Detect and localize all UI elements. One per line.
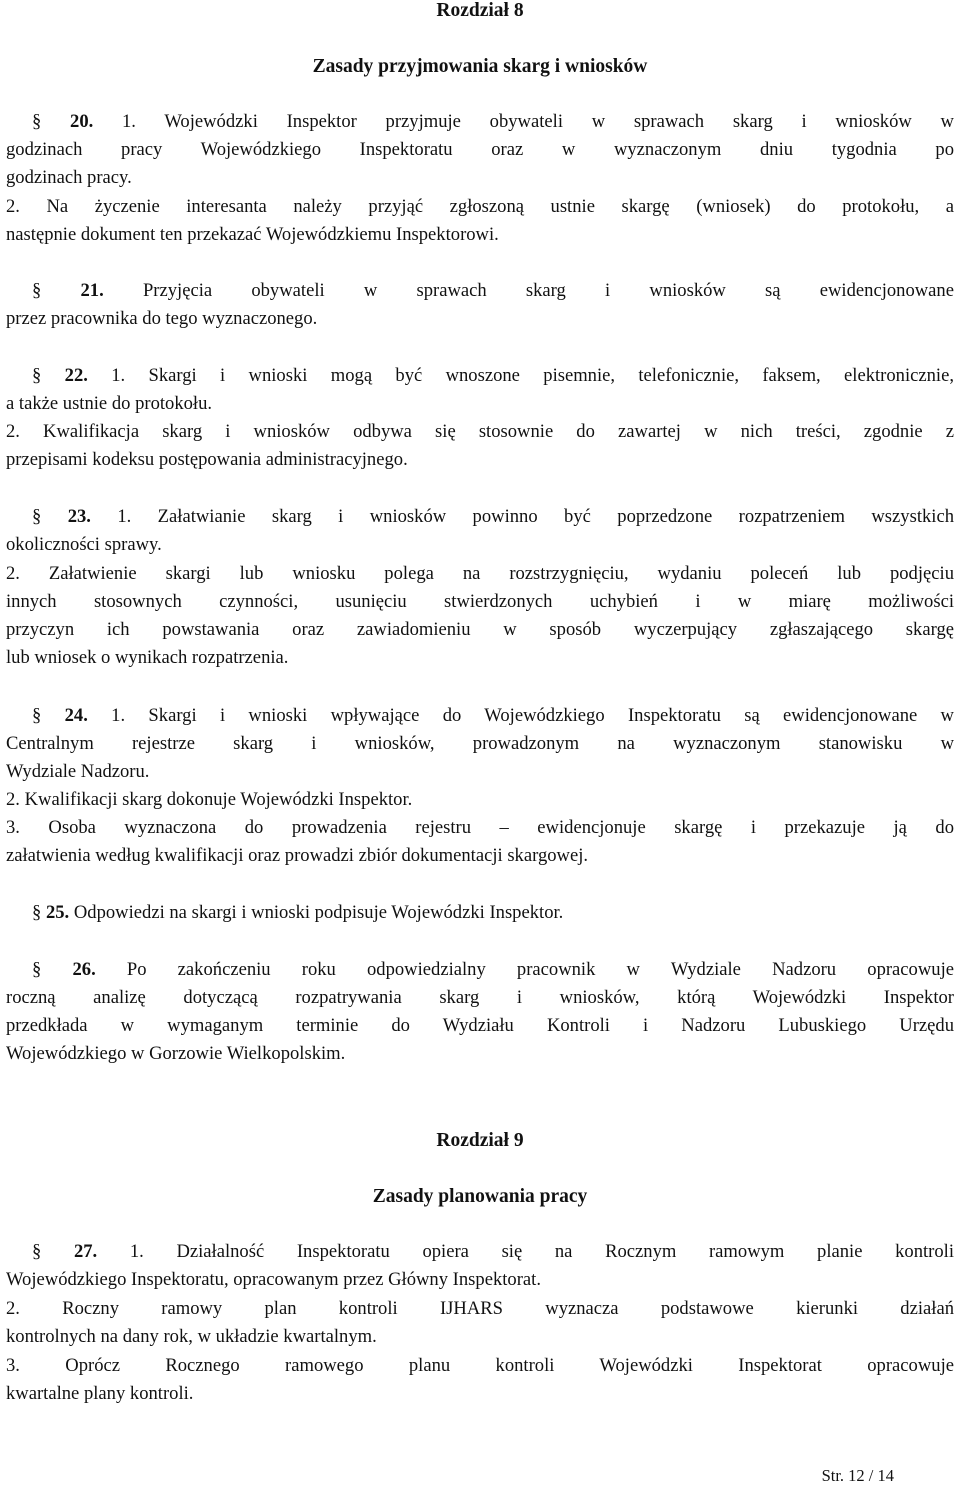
paragraph-text: kwartalne plany kontroli. [6,1383,194,1404]
paragraph-text: przedkłada w wymaganym terminie do Wydziału Kontroli i Nadzoru Lubuskiego Urzędu [6,1015,954,1036]
paragraph-text: Wydziale Nadzoru. [6,761,150,782]
text-line [6,196,954,218]
text-line [6,1015,954,1037]
paragraph-number: 25. [45,902,70,923]
paragraph-text: lub wniosek o wynikach rozpatrzenia. [6,647,289,668]
text-line [6,1355,954,1377]
chapter-heading: Rozdział 9 [436,1130,524,1151]
section-mark: § [32,959,73,980]
text-line [32,705,954,727]
text-line [6,1043,954,1065]
paragraph-text: Wojewódzkiego Inspektoratu, opracowanym przez Główny Inspektorat. [6,1269,541,1290]
paragraph-text: 2. Roczny ramowy plan kontroli IJHARS wyznacza podstawowe kierunki działań [6,1298,954,1319]
paragraph-text: 2. Kwalifikacja skarg i wniosków odbywa się stosownie do zawartej w nich treści, zgodnie z [6,421,954,442]
text-line [6,733,954,755]
paragraph-text: Centralnym rejestrze skarg i wniosków, prowadzonym na wyznaczonym stanowisku w [6,733,954,754]
paragraph-text: innych stosownych czynności, usunięciu stwierdzonych uchybień i w miarę możliwości [6,591,954,612]
paragraph-text: 3. Osoba wyznaczona do prowadzenia rejestru – ewidencjonuje skargę i przekazuje ją do [6,817,954,838]
paragraph-text: Po zakończeniu roku odpowiedzialny pracownik w Wydziale Nadzoru opracowuje [95,959,954,980]
paragraph-text: załatwienia według kwalifikacji oraz prowadzi zbiór dokumentacji skargowej. [6,845,589,866]
paragraph-text: godzinach pracy. [6,167,132,188]
paragraph-text: roczną analizę dotyczącą rozpatrywania skarg i wniosków, którą Wojewódzki Inspektor [6,987,954,1008]
paragraph-text: 2. Załatwienie skargi lub wniosku polega na rozstrzygnięciu, wydaniu poleceń lub podjęciu [6,563,954,584]
text-line [6,167,954,189]
paragraph-number: 24. [64,705,88,726]
paragraph-text: 2. Na życzenie interesanta należy przyjąć zgłoszoną ustnie skargę (wniosek) do protokołu, a [6,196,954,217]
paragraph-text: kontrolnych na dany rok, w układzie kwartalnym. [6,1326,377,1347]
text-line [6,563,954,585]
text-line [6,421,954,443]
text-line [6,591,954,613]
section-mark: § [32,111,71,132]
section-mark: § [32,280,81,301]
paragraph-text: 1. Załatwianie skarg i wniosków powinno być poprzedzone rozpatrzeniem wszystkich [90,506,955,527]
text-line [6,534,954,556]
paragraph-text: Przyjęcia obywateli w sprawach skarg i wniosków są ewidencjonowane [103,280,954,301]
text-line [6,817,954,839]
text-line [6,619,954,641]
paragraph-number: 27. [73,1241,98,1262]
text-line [6,1383,954,1405]
paragraph-text: 1. Skargi i wnioski wpływające do Wojewódzkiego Inspektoratu są ewidencjonowane w [87,705,954,726]
text-line [32,506,954,528]
text-line [6,1326,954,1348]
chapter-subheading: Zasady przyjmowania skarg i wniosków [312,56,648,77]
paragraph-number: 20. [70,111,94,132]
section-mark: § [32,1241,74,1262]
paragraph-text: następnie dokument ten przekazać Wojewódzkiemu Inspektorowi. [6,224,499,245]
paragraph-number: 22. [64,365,88,386]
chapter-subheading: Zasady planowania pracy [372,1186,588,1207]
paragraph-text: przez pracownika do tego wyznaczonego. [6,308,318,329]
text-line [6,308,954,330]
text-line [32,1241,954,1263]
paragraph-text: Wojewódzkiego w Gorzowie Wielkopolskim. [6,1043,346,1064]
text-line [6,647,954,669]
text-line [6,845,954,867]
paragraph-number: 21. [80,280,104,301]
text-line [6,224,954,246]
text-line [6,1269,954,1291]
section-mark: § [32,902,46,923]
paragraph-text: 1. Wojewódzki Inspektor przyjmuje obywateli w sprawach skarg i wniosków w [93,111,954,132]
text-line [32,902,954,924]
text-line [32,365,954,387]
paragraph-text: okoliczności sprawy. [6,534,162,555]
text-line [32,959,954,981]
text-line [6,139,954,161]
page-number: Str. 12 / 14 [821,1466,894,1485]
text-line [6,449,954,471]
paragraph-text: 2. Kwalifikacji skarg dokonuje Wojewódzki Inspektor. [6,789,413,810]
paragraph-text: a także ustnie do protokołu. [6,393,213,414]
section-mark: § [32,365,65,386]
paragraph-text: przepisami kodeksu postępowania administracyjnego. [6,449,408,470]
chapter-heading: Rozdział 8 [436,0,524,21]
text-line [6,987,954,1009]
paragraph-text: 1. Skargi i wnioski mogą być wnoszone pisemnie, telefonicznie, faksem, elektronicznie, [87,365,954,386]
text-line [32,111,954,133]
text-line [6,789,954,811]
paragraph-text: 3. Oprócz Rocznego ramowego planu kontroli Wojewódzki Inspektorat opracowuje [6,1355,954,1376]
text-line [32,280,954,302]
paragraph-text: 1. Działalność Inspektoratu opiera się na Rocznym ramowym planie kontroli [97,1241,954,1262]
text-line [6,761,954,783]
paragraph-number: 26. [72,959,96,980]
paragraph-number: 23. [67,506,91,527]
paragraph-text: Odpowiedzi na skargi i wnioski podpisuje Wojewódzki Inspektor. [69,902,564,923]
section-mark: § [32,705,65,726]
paragraph-text: przyczyn ich powstawania oraz zawiadomieniu w sposób wyczerpujący zgłaszającego skargę [6,619,954,640]
text-line [6,393,954,415]
paragraph-text: godzinach pracy Wojewódzkiego Inspektoratu oraz w wyznaczonym dniu tygodnia po [6,139,954,160]
section-mark: § [32,506,68,527]
text-line [6,1298,954,1320]
